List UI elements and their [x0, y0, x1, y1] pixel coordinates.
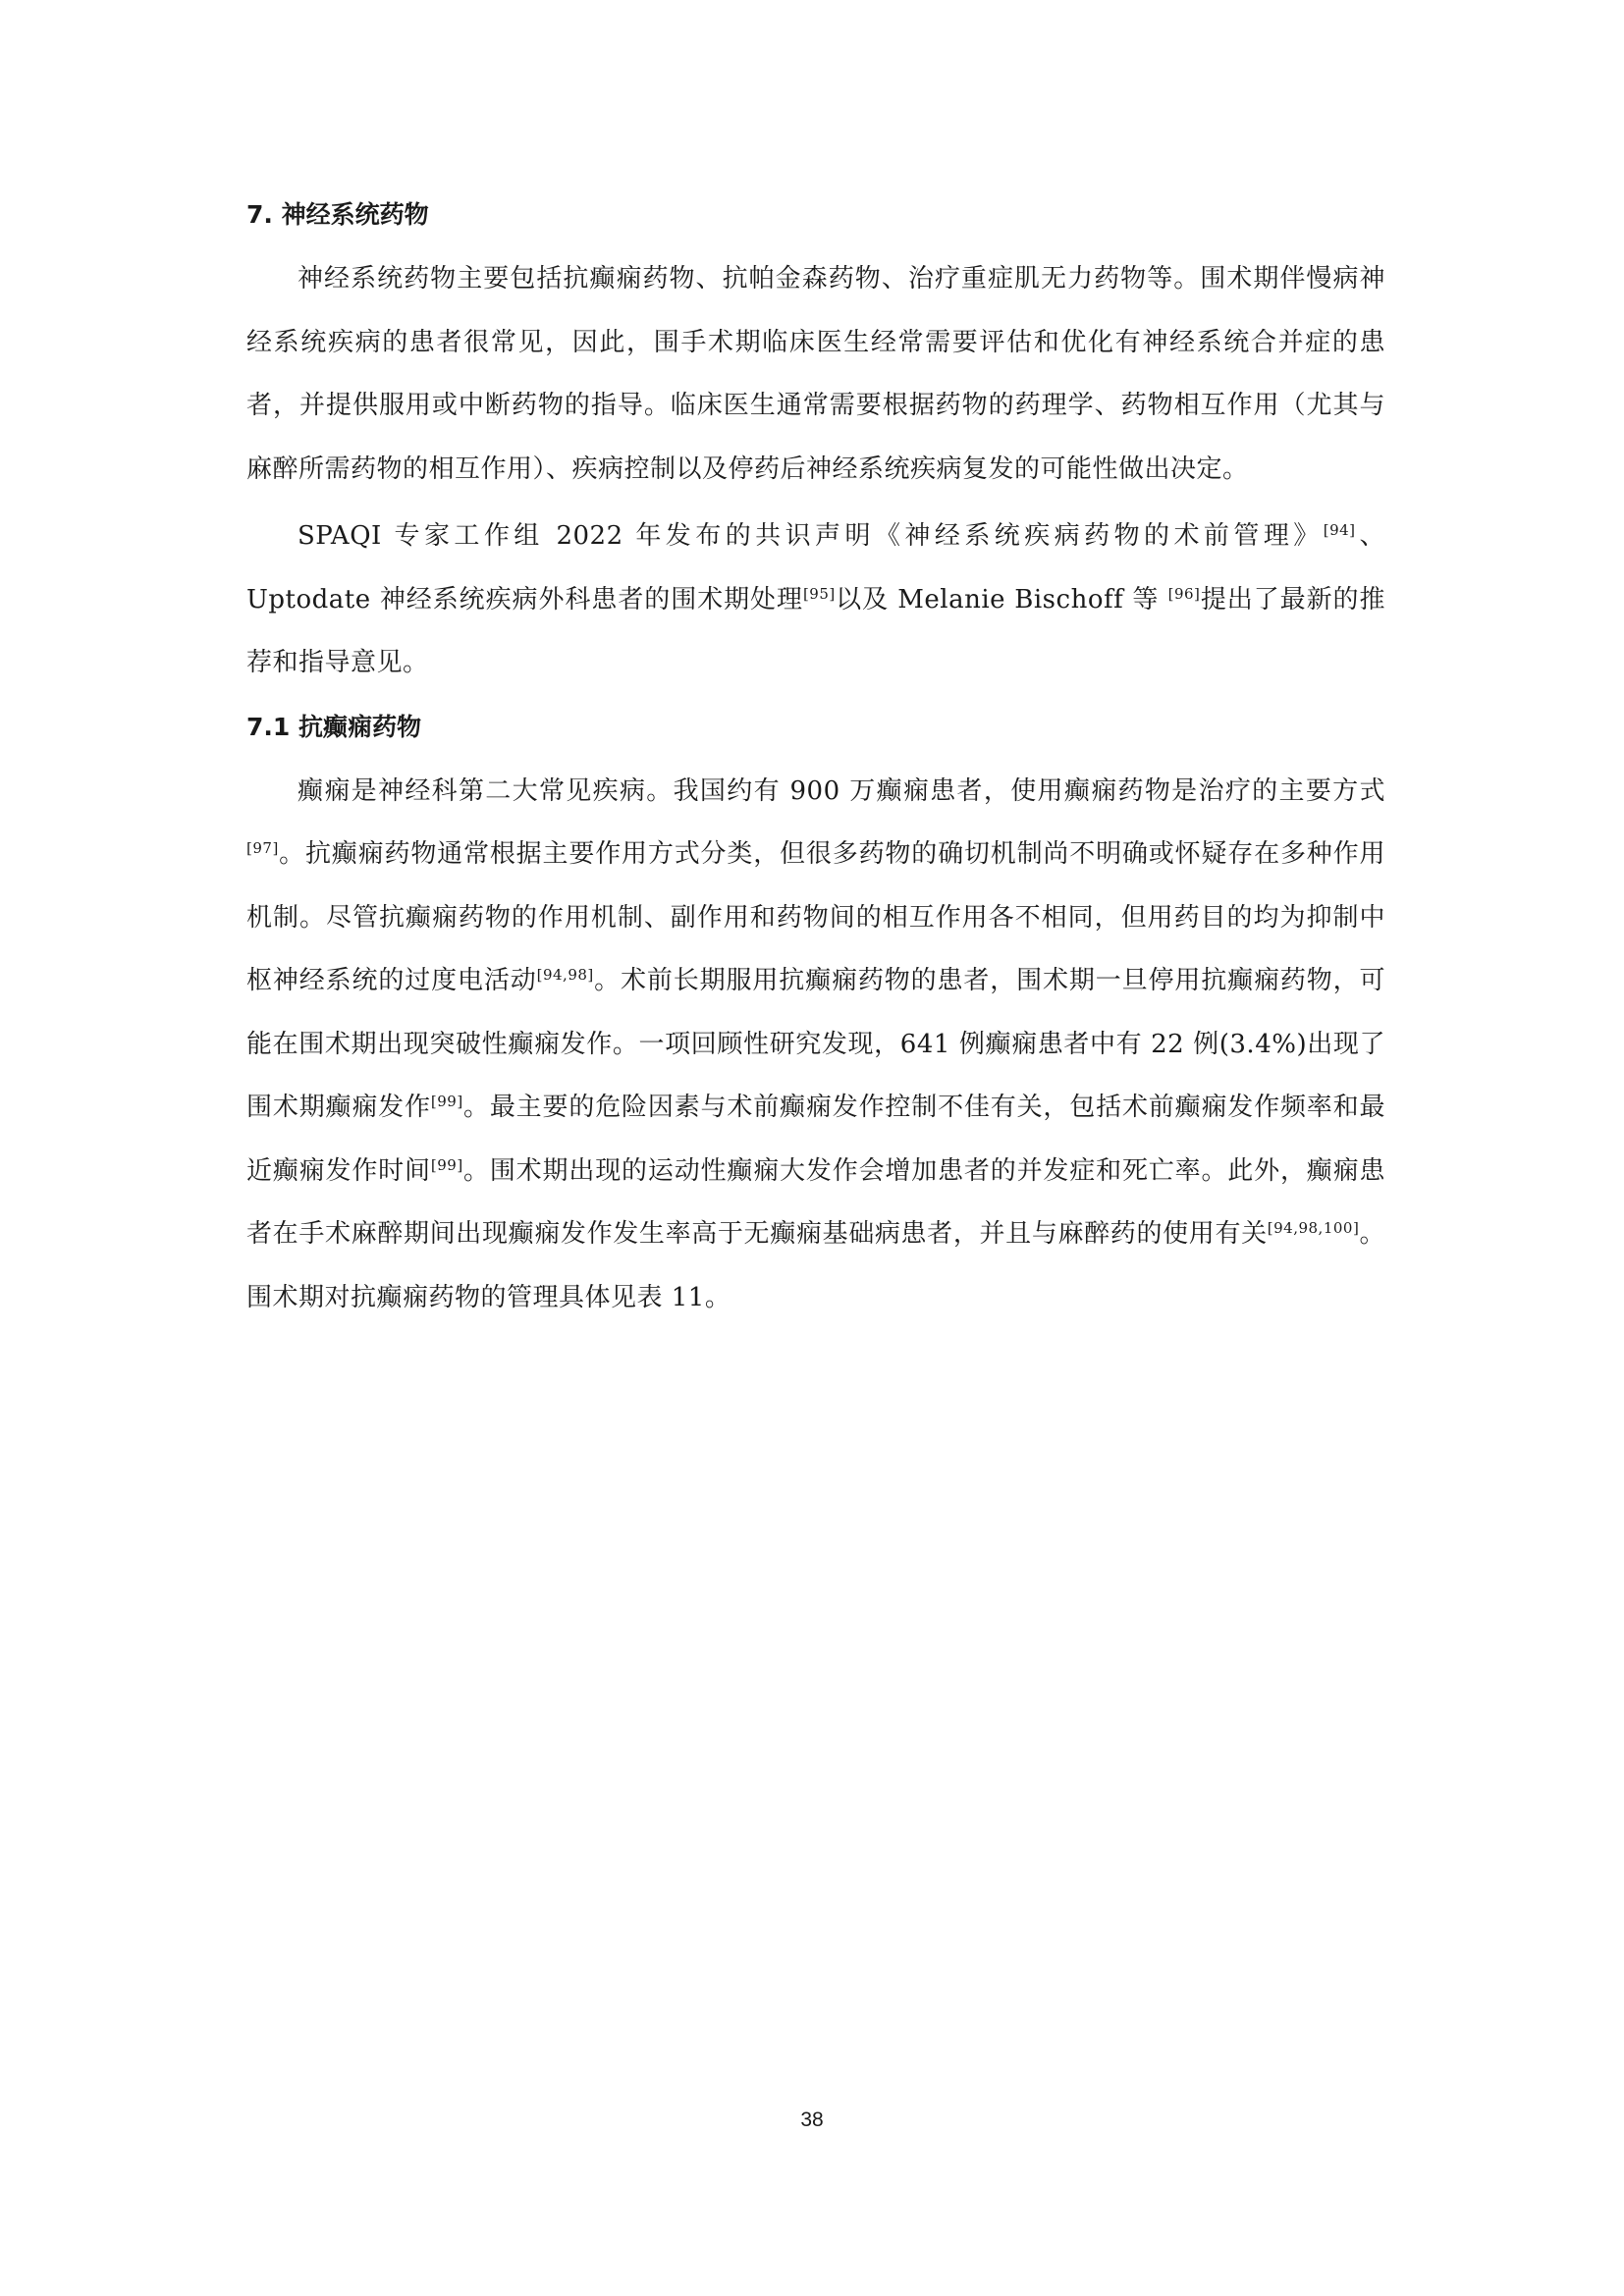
- section-paragraph-1: 神经系统药物主要包括抗癫痫药物、抗帕金森药物、治疗重症肌无力药物等。围术期伴慢病神经系统疾病的患者很常见，因此，围手术期临床医生经常需要评估和优化有神经系统合并症的患者，并提供服用或中断药物的指导。临床医生通常需要根据药物的药理学、药物相互作用（尤其与麻醉所需药物的相互作用）、疾病控制以及停药后神经系统疾病复发的可能性做出决定。: [246, 264, 1385, 484]
- paragraph-text: 癫痫是神经科第二大常见疾病。我国约有 900 万癫痫患者，使用癫痫药物是治疗的主要方式: [298, 775, 1385, 806]
- section-paragraph-2: [246, 505, 1385, 695]
- paragraph-text: 。围术期出现的运动性癫痫大发作会增加患者的并发症和死亡率。此外，癫痫患者在手术麻醉期间出现癫痫发作发生率高于无癫痫基础病患者，并且与麻醉药的使用有关: [246, 1155, 1385, 1249]
- citation-94-98-100: [94,98,100]: [1267, 1219, 1360, 1237]
- citation-94: [94]: [1323, 521, 1356, 539]
- paragraph-text: 、Uptodate 神经系统疾病外科患者的围术期处理: [246, 521, 1385, 614]
- paragraph-text: 。最主要的危险因素与术前癫痫发作控制不佳有关，包括术前癫痫发作频率和最近癫痫发作时间: [246, 1093, 1385, 1186]
- document-page: [246, 196, 1385, 1329]
- citation-99: [99]: [430, 1093, 463, 1110]
- paragraph-text: 。术前长期服用抗癫痫药物的患者，围术期一旦停用抗癫痫药物，可能在围术期出现突破性癫痫发作。一项回顾性研究发现，641 例癫痫患者中有 22 例(3.4%)出现了围术期癫痫发作: [246, 966, 1385, 1122]
- paragraph-text: 。围术期对抗癫痫药物的管理具体见表 11。: [246, 1219, 1385, 1312]
- citation-96: [96]: [1167, 584, 1201, 603]
- paragraph-text: 以及 Melanie Bischoff 等: [835, 584, 1168, 614]
- paragraph-text: 。抗癫痫药物通常根据主要作用方式分类，但很多药物的确切机制尚不明确或怀疑存在多种作用机制。尽管抗癫痫药物的作用机制、副作用和药物间的相互作用各不相同，但用药目的均为抑制中枢神经系统的过度电活动: [246, 839, 1385, 995]
- section-heading: 7. 神经系统药物: [246, 200, 429, 229]
- page-number: 38: [800, 2109, 824, 2131]
- paragraph-text: 提出了最新的推荐和指导意见。: [246, 584, 1385, 677]
- paragraph-text: SPAQI 专家工作组 2022 年发布的共识声明《神经系统疾病药物的术前管理》: [298, 521, 1324, 551]
- subsection-paragraph: [246, 760, 1385, 1330]
- citation-99: [99]: [430, 1155, 463, 1174]
- citation-95: [95]: [802, 584, 836, 603]
- citation-94-98: [94,98]: [536, 966, 594, 984]
- subsection-heading: 7.1 抗癫痫药物: [246, 712, 421, 741]
- citation-97: [97]: [246, 839, 279, 857]
